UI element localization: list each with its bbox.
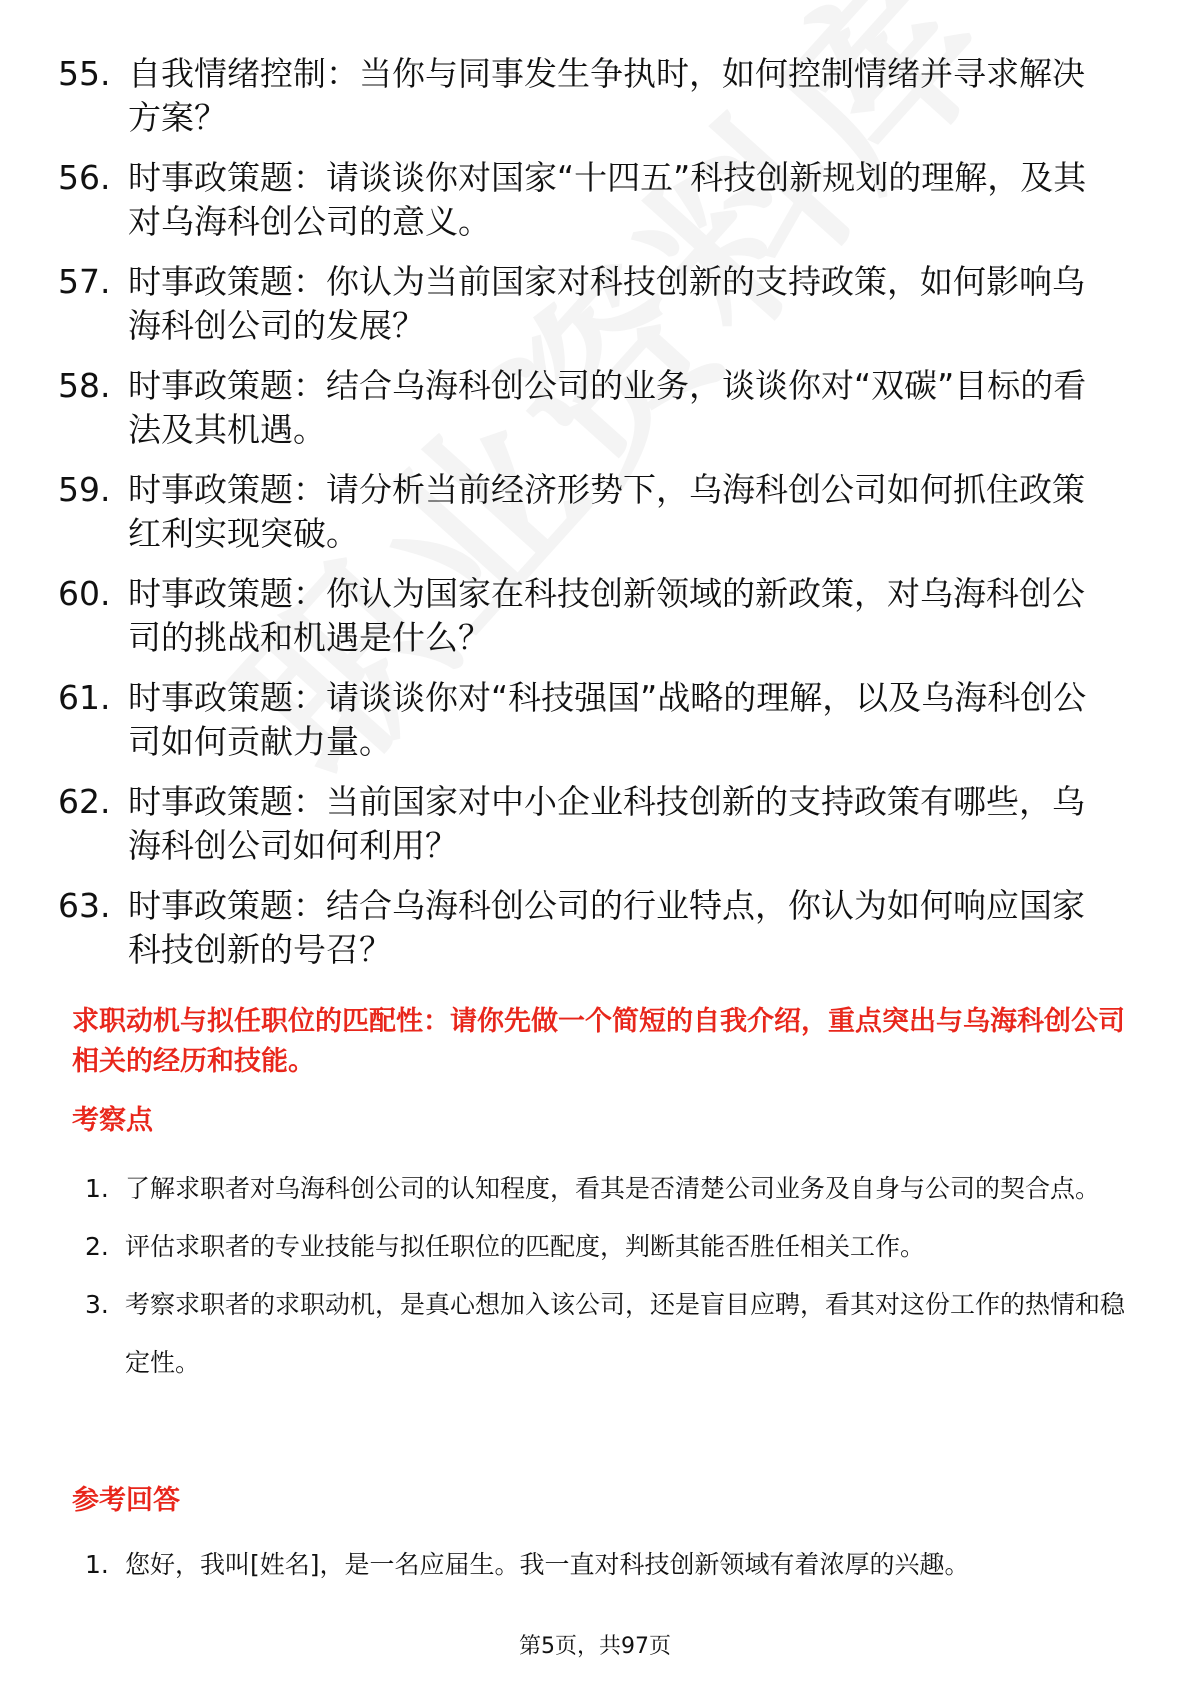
focus-point-text: 评估求职者的专业技能与拟任职位的匹配度，判断其能否胜任相关工作。 — [125, 1232, 926, 1261]
focus-point-text: 了解求职者对乌海科创公司的认知程度，看其是否清楚公司业务及自身与公司的契合点。 — [125, 1174, 1101, 1203]
question-text: 时事政策题：你认为当前国家对科技创新的支持政策，如何影响乌海科创公司的发展？ — [128, 262, 1085, 345]
question-list — [58, 52, 1138, 988]
focus-point-list — [85, 1160, 1125, 1392]
focus-point-number: 3. — [85, 1290, 109, 1319]
answer-text: 您好，我叫[姓名]，是一名应届生。我一直对科技创新领域有着浓厚的兴趣。 — [125, 1550, 970, 1579]
question-number: 59. — [58, 470, 111, 509]
question-text: 时事政策题：当前国家对中小企业科技创新的支持政策有哪些，乌海科创公司如何利用？ — [128, 782, 1085, 865]
question-item-61 — [58, 676, 1098, 764]
answer-item — [85, 1536, 1125, 1594]
question-number: 58. — [58, 366, 111, 405]
section-title: 求职动机与拟任职位的匹配性：请你先做一个简短的自我介绍，重点突出与乌海科创公司相关的经历和技能。 — [72, 1006, 1125, 1077]
focus-point-number: 2. — [85, 1232, 109, 1261]
answer-number: 1. — [85, 1550, 109, 1579]
question-item-55 — [58, 52, 1098, 140]
focus-point-number: 1. — [85, 1174, 109, 1203]
focus-point-item — [85, 1276, 1125, 1392]
question-number: 55. — [58, 54, 111, 93]
question-text: 时事政策题：结合乌海科创公司的行业特点，你认为如何响应国家科技创新的号召？ — [128, 886, 1085, 969]
question-item-62 — [58, 780, 1098, 868]
answer-list — [85, 1536, 1125, 1594]
question-item-57 — [58, 260, 1098, 348]
focus-point-item — [85, 1218, 1125, 1276]
question-number: 62. — [58, 782, 111, 821]
question-number: 57. — [58, 262, 111, 301]
question-item-58 — [58, 364, 1098, 452]
focus-point-text: 考察求职者的求职动机，是真心想加入该公司，还是盲目应聘，看其对这份工作的热情和稳定性。 — [125, 1290, 1126, 1377]
question-item-60 — [58, 572, 1098, 660]
question-item-56 — [58, 156, 1098, 244]
question-text: 时事政策题：请谈谈你对国家“十四五”科技创新规划的理解，及其对乌海科创公司的意义。 — [128, 158, 1087, 241]
focus-point-item — [85, 1160, 1125, 1218]
question-number: 56. — [58, 158, 111, 197]
question-number: 63. — [58, 886, 111, 925]
question-text: 时事政策题：你认为国家在科技创新领域的新政策，对乌海科创公司的挑战和机遇是什么？ — [128, 574, 1085, 657]
question-item-59 — [58, 468, 1098, 556]
question-text: 自我情绪控制：当你与同事发生争执时，如何控制情绪并寻求解决方案？ — [128, 54, 1085, 137]
question-number: 61. — [58, 678, 111, 717]
page-number: 第5页，共97页 — [519, 1634, 671, 1659]
question-text: 时事政策题：请分析当前经济形势下，乌海科创公司如何抓住政策红利实现突破。 — [128, 470, 1085, 553]
question-item-63 — [58, 884, 1098, 972]
question-text: 时事政策题：请谈谈你对“科技强国”战略的理解，以及乌海科创公司如何贡献力量。 — [128, 678, 1087, 761]
answer-heading: 参考回答 — [72, 1485, 180, 1516]
focus-heading: 考察点 — [72, 1105, 153, 1136]
question-text: 时事政策题：结合乌海科创公司的业务，谈谈你对“双碳”目标的看法及其机遇。 — [128, 366, 1087, 449]
question-number: 60. — [58, 574, 111, 613]
